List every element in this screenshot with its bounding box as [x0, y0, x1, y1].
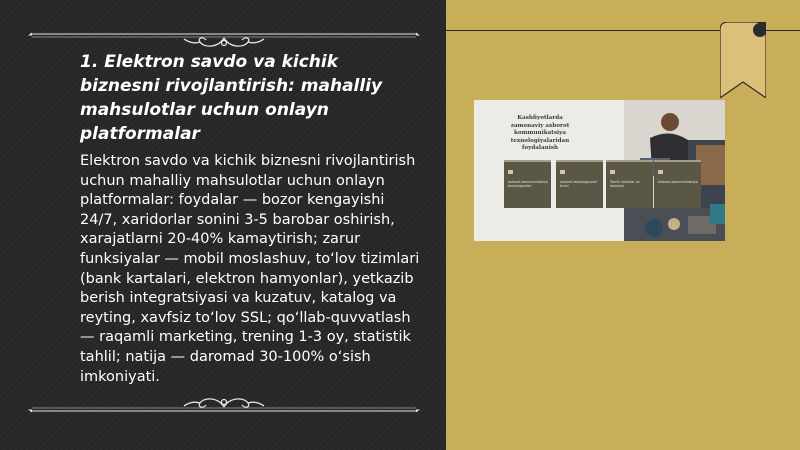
card-icon [508, 170, 513, 174]
card-icon [560, 170, 565, 174]
info-card [654, 160, 701, 208]
slide-title: 1. Elektron savdo va kichik biznesni rivojlantirish: mahalliy mahsulotlar uchun onlayn platformalar [80, 52, 383, 144]
image-caption: Kashfiyotlarda zamonaviy axborot kommunikatsiya texnologiyalaridan foydalanish [510, 115, 570, 151]
info-card [606, 160, 653, 208]
card-text: Texnik vositalar va dasturlar [610, 180, 640, 188]
flourish-ornament-icon [28, 30, 420, 52]
card-text: Axborot texnologiyalari tizimi [560, 180, 598, 188]
slide-body: Elektron savdo va kichik biznesni rivojlantirish uchun mahalliy mahsulotlar uchun onlayn platformalar: foydalar — bozor kengayishi 24/7, xaridorlar sonini 3-5 barobar oshirish, xarajatlarni 20-40% kamaytirish; zarur funksiyalar — mobil moslashuv, to‘lov tizimlari (bank kartalari, elektron hamyonlar), yetkazib berish integratsiyasi va kuzatuv, katalog va reyting, xavfsiz to‘lov SSL; qo‘llab-quvvatlash — raqamli marketing, trening 1-3 oy, statistik tahlil; natija — daromad 30-100% o‘sish imkoniyati. [80, 153, 420, 385]
info-card [556, 160, 603, 208]
card-text: Axborot kommunikatsiya [658, 180, 698, 184]
bookmark-tab-icon [720, 22, 766, 98]
card-icon [658, 170, 663, 174]
card-icon [610, 170, 615, 174]
slide-image [474, 100, 725, 241]
info-card [504, 160, 551, 208]
flourish-ornament-icon [28, 394, 420, 416]
card-text: Axborot kommunikatsiya texnologiyalari [508, 180, 548, 188]
